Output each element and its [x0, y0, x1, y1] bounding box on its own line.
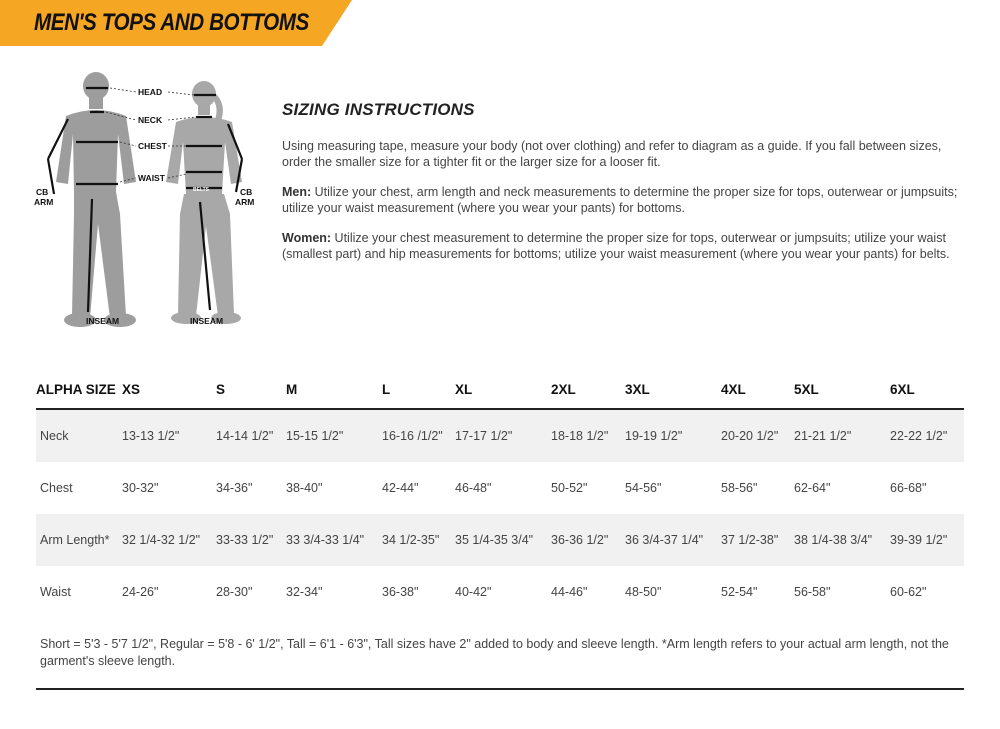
table-cell: 35 1/4-35 3/4"	[455, 514, 551, 566]
table-cell: 34-36"	[216, 481, 253, 495]
header-cell: S	[216, 370, 286, 409]
label-belts: BELTS	[193, 187, 210, 193]
table-cell: 15-15 1/2"	[286, 409, 382, 462]
table-cell: 28-30"	[216, 585, 253, 599]
table-cell: 56-58"	[794, 585, 831, 599]
footnote: Short = 5'3 - 5'7 1/2", Regular = 5'8 - 6' 1/2", Tall = 6'1 - 6'3", Tall sizes have 2" added to body and sleeve length. *Arm length refers to your actual arm length, not the garment's sleeve length.	[40, 637, 949, 668]
label-inseam-left: INSEAM	[86, 316, 120, 326]
table-cell: 46-48"	[455, 481, 492, 495]
label-neck: NECK	[138, 115, 163, 125]
instructions-intro: Using measuring tape, measure your body (not over clothing) and refer to diagram as a guide. If you fall between sizes, order the smaller size for a tighter fit or the larger size for a looser fit.	[282, 139, 942, 169]
header-cell: L	[382, 370, 455, 409]
table-cell: 36 3/4-37 1/4"	[625, 514, 721, 566]
table-cell: 62-64"	[794, 481, 831, 495]
men-label: Men:	[282, 185, 312, 199]
table-cell: 44-46"	[551, 585, 588, 599]
header-cell: M	[286, 370, 382, 409]
header-banner	[0, 0, 352, 46]
table-cell: 52-54"	[721, 585, 758, 599]
table-cell: 54-56"	[625, 481, 662, 495]
table-cell: 19-19 1/2"	[625, 409, 721, 462]
header-cell: 5XL	[794, 370, 890, 409]
instructions-men	[282, 184, 972, 216]
table-cell: 40-42"	[455, 585, 492, 599]
table-cell: 22-22 1/2"	[890, 409, 964, 462]
instructions-women	[282, 230, 972, 262]
row-label: Chest	[40, 481, 73, 495]
label-arm-right-2: ARM	[235, 197, 255, 207]
row-label: Arm Length*	[36, 514, 122, 566]
table-row-waist	[36, 566, 964, 618]
table-cell: 60-62"	[890, 585, 927, 599]
table-cell: 18-18 1/2"	[551, 409, 625, 462]
label-cb-left-1: CB	[36, 187, 49, 197]
table-cell: 48-50"	[625, 585, 662, 599]
table-cell: 33-33 1/2"	[216, 514, 286, 566]
label-head: HEAD	[138, 87, 163, 97]
table-cell: 66-68"	[890, 481, 927, 495]
header-cell: 2XL	[551, 370, 625, 409]
table-header-row	[36, 370, 964, 409]
table-cell: 32-34"	[286, 585, 323, 599]
table-cell: 34 1/2-35"	[382, 514, 455, 566]
table-cell: 30-32"	[122, 481, 159, 495]
size-table	[36, 370, 964, 618]
man-silhouette	[56, 72, 136, 327]
table-cell: 20-20 1/2"	[721, 409, 794, 462]
table-cell: 17-17 1/2"	[455, 409, 551, 462]
table-row-chest	[36, 462, 964, 514]
table-cell: 58-56"	[721, 481, 758, 495]
header-cell: 3XL	[625, 370, 721, 409]
table-cell: 38-40"	[286, 481, 323, 495]
men-text: Utilize your chest, arm length and neck measurements to determine the proper size for tops, outerwear or jumpsuits; utilize your waist measurement (where you wear your pants) for bottoms.	[282, 185, 958, 215]
label-waist: WAIST	[138, 173, 165, 183]
table-row-neck	[36, 409, 964, 462]
page-title: MEN'S TOPS AND BOTTOMS	[34, 9, 309, 36]
table-cell: 36-36 1/2"	[551, 514, 625, 566]
table-cell: 50-52"	[551, 481, 588, 495]
table-cell: 16-16 /1/2"	[382, 409, 455, 462]
header-cell: 6XL	[890, 370, 964, 409]
label-chest: CHEST	[138, 141, 167, 151]
table-cell: 36-38"	[382, 585, 419, 599]
women-label: Women:	[282, 231, 332, 245]
table-cell: 24-26"	[122, 585, 159, 599]
table-cell: 32 1/4-32 1/2"	[122, 514, 216, 566]
table-cell: 37 1/2-38"	[721, 514, 794, 566]
label-arm-left-2: ARM	[34, 197, 54, 207]
header-cell: 4XL	[721, 370, 794, 409]
header-cell: ALPHA SIZE	[36, 370, 122, 409]
label-inseam-right: INSEAM	[190, 316, 224, 326]
table-cell: 13-13 1/2"	[122, 409, 216, 462]
table-cell: 21-21 1/2"	[794, 409, 890, 462]
table-cell: 38 1/4-38 3/4"	[794, 514, 890, 566]
measurement-figure	[28, 64, 268, 344]
row-label: Waist	[40, 585, 71, 599]
women-text: Utilize your chest measurement to determine the proper size for tops, outerwear or jumpsuits; utilize your waist (smallest part) and hip measurements for bottoms; utilize your waist measurement (where you wear your pants) for belts.	[282, 231, 950, 261]
table-cell: 33 3/4-33 1/4"	[286, 514, 382, 566]
table-cell: 42-44"	[382, 481, 419, 495]
table-cell: 39-39 1/2"	[890, 514, 964, 566]
row-label: Neck	[36, 409, 122, 462]
sizing-instructions	[282, 100, 972, 276]
bottom-rule	[36, 688, 964, 690]
table-cell: 14-14 1/2"	[216, 409, 286, 462]
table-row-arm-length	[36, 514, 964, 566]
header-cell: XL	[455, 370, 551, 409]
header-cell: XS	[122, 370, 216, 409]
body-silhouettes-illustration	[28, 64, 268, 344]
label-cb-right-1: CB	[240, 187, 253, 197]
instructions-title: SIZING INSTRUCTIONS	[282, 100, 475, 119]
